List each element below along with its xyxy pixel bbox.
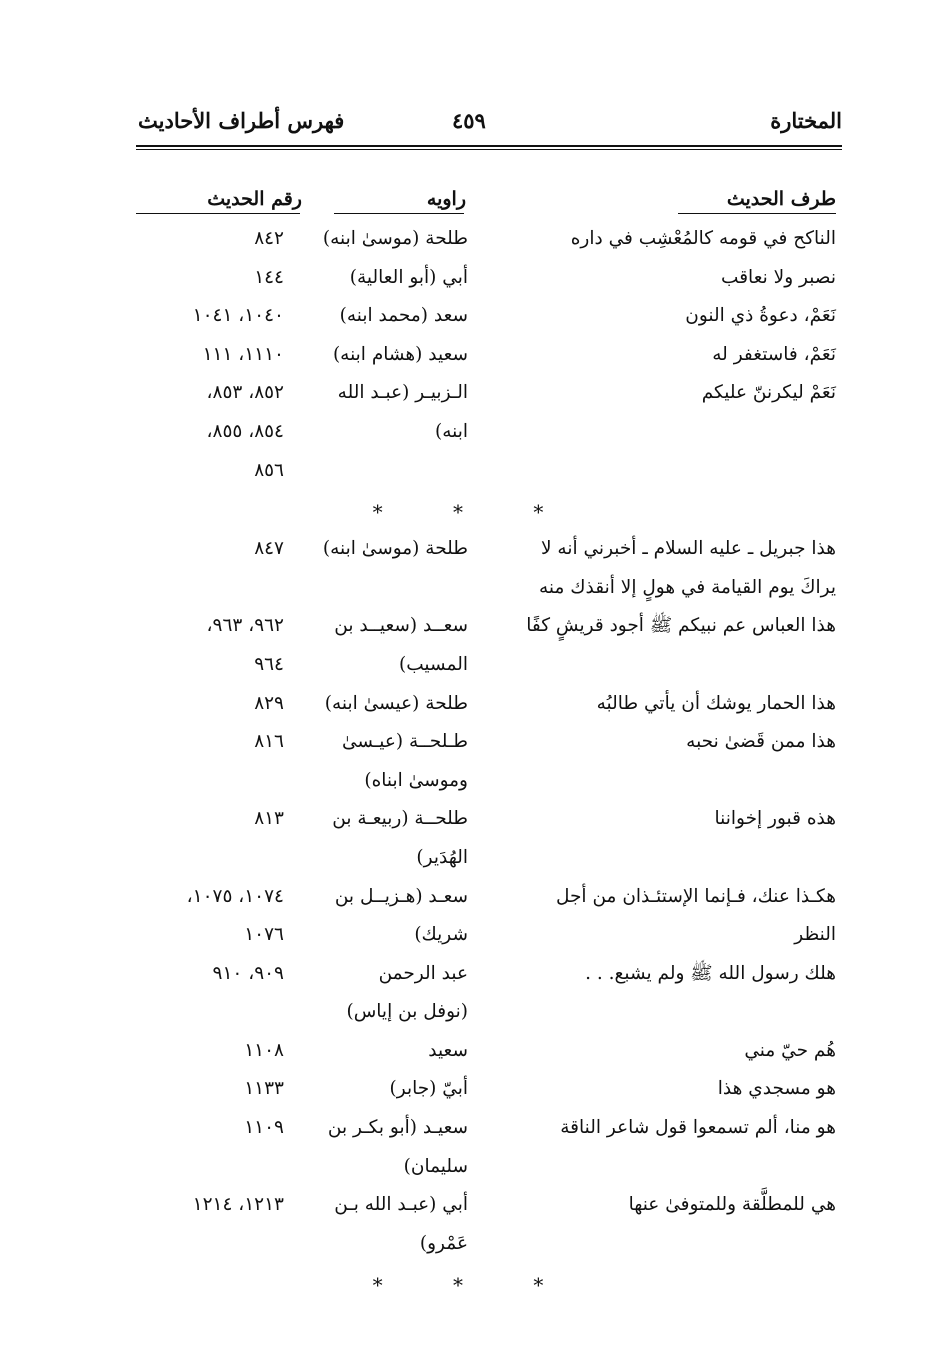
index-row [0, 959, 948, 998]
hadith-text: النظر [794, 924, 836, 946]
index-row [0, 882, 948, 921]
narrator-text: أبي (أبو العالية) [349, 266, 468, 288]
hadith-text: هذا ممن قَضىٰ نحبه [686, 731, 836, 753]
narrator-text: ابنه) [434, 420, 468, 442]
index-row [0, 263, 948, 302]
book-title: المختارة [770, 108, 842, 133]
hadith-text: هذه قبور إخواننا [714, 808, 836, 830]
hadith-numbers: ١٠٤٠، ١٠٤١ [192, 305, 284, 327]
header-rule-thin [136, 149, 842, 150]
hadith-numbers: ١٢١٣، ١٢١٤ [192, 1194, 284, 1216]
hadith-text: هو مسجدي هذا [717, 1078, 836, 1100]
column-underline-narrator [334, 213, 464, 214]
hadith-text: الناكح في قومه كالمُعْشِب في داره [570, 228, 836, 249]
narrator-text: سعيـد (أبو بكـر بن [327, 1117, 468, 1139]
index-rows [0, 224, 948, 1307]
index-row [0, 1229, 948, 1268]
hadith-numbers: ١٠٧٤، ١٠٧٥، [186, 885, 284, 907]
hadith-text: هو منا، ألم تسمعوا قول شاعر الناقة [560, 1117, 836, 1139]
hadith-numbers: ١٤٤ [254, 266, 284, 288]
index-row [0, 340, 948, 379]
index-row [0, 997, 948, 1036]
index-row [0, 727, 948, 766]
hadith-numbers: ٨٥٤، ٨٥٥، [206, 420, 284, 442]
index-row [0, 417, 948, 456]
index-row [0, 1036, 948, 1075]
index-row [0, 843, 948, 882]
hadith-numbers: ٨٢٩ [254, 692, 284, 714]
index-row [0, 301, 948, 340]
separator-stars: * * * [372, 1273, 576, 1298]
index-row [0, 766, 948, 805]
hadith-text: هي للمطلَّقة وللمتوفىٰ عنها [628, 1194, 836, 1216]
hadith-numbers: ٨١٣ [254, 808, 284, 830]
hadith-text: نَعَمْ ليكرننّ عليكم [701, 382, 836, 404]
hadith-numbers: ١٠٧٦ [244, 924, 284, 946]
hadith-text: هلك رسول الله ﷺ ولم يشبع. . . [585, 962, 836, 984]
index-row [0, 1190, 948, 1229]
narrator-text: عبد الرحمن [378, 962, 468, 984]
column-header-number: رقم الحديث [207, 188, 302, 210]
hadith-numbers: ٩٠٩، ٩١٠ [212, 962, 284, 984]
section-separator [0, 1267, 948, 1307]
column-underline-number [136, 213, 300, 214]
narrator-text: الـزبيـر (عبـد الله [337, 382, 468, 404]
hadith-text: هذا جبريل ـ عليه السلام ـ أخبرني أنه لا [540, 538, 836, 560]
index-row [0, 456, 948, 495]
hadith-text: هكـذا عنك، فـإنما الإستئـذان من أجل [555, 885, 836, 907]
hadith-text: نَعَمْ، فاستغفر له [712, 343, 836, 365]
hadith-numbers: ٨٤٢ [254, 228, 284, 249]
narrator-text: سعد (محمد ابنه) [339, 305, 468, 327]
column-header-hadith: طرف الحديث [726, 188, 836, 210]
index-row [0, 378, 948, 417]
index-row [0, 573, 948, 612]
index-row [0, 611, 948, 650]
index-row [0, 1113, 948, 1152]
narrator-text: سعــد (سعيــد بن [334, 615, 468, 637]
hadith-numbers: ٩٦٢، ٩٦٣، [206, 615, 284, 637]
hadith-numbers: ٨٤٧ [254, 538, 284, 560]
narrator-text: سعـد (هـزيــل بن [334, 885, 468, 907]
separator-stars: * * * [372, 500, 576, 525]
page-number: ٤٥٩ [452, 108, 486, 133]
narrator-text: طلحة (عيسىٰ ابنه) [324, 692, 468, 714]
column-underline-hadith [678, 213, 836, 214]
index-row [0, 804, 948, 843]
index-row [0, 224, 948, 263]
narrator-text: طلحة (موسىٰ ابنه) [322, 538, 468, 560]
hadith-numbers: ١١١٠، ١١١ [202, 343, 284, 365]
hadith-text: هُم حيّ مني [744, 1039, 836, 1061]
narrator-text: المسيب) [399, 653, 468, 675]
header-rule [136, 145, 842, 147]
index-title: فهرس أطراف الأحاديث [138, 108, 345, 133]
narrator-text: الهُدَير) [416, 846, 468, 868]
narrator-text: أبيّ (جابر) [389, 1078, 468, 1100]
narrator-text: (نوفل بن إياس) [346, 1001, 468, 1023]
narrator-text: سعيد [428, 1039, 468, 1061]
hadith-numbers: ١١٣٣ [244, 1078, 284, 1100]
narrator-text: طـلحــة (عيـسىٰ [341, 731, 468, 753]
narrator-text: طلحة (موسىٰ ابنه) [322, 228, 468, 249]
index-row [0, 650, 948, 689]
hadith-numbers: ٨٥٢، ٨٥٣، [206, 382, 284, 404]
narrator-text: سعيد (هشام ابنه) [332, 343, 468, 365]
section-separator [0, 494, 948, 534]
column-header-narrator: راويه [426, 188, 466, 210]
hadith-text: نصبر ولا نعاقب [721, 266, 836, 288]
hadith-text: هذا العباس عم نبيكم ﷺ أجود قريشٍ كفًا [526, 615, 836, 637]
narrator-text: عَمْرو) [419, 1232, 468, 1254]
hadith-numbers: ١١٠٩ [244, 1117, 284, 1139]
index-row [0, 689, 948, 728]
narrator-text: شريك) [414, 924, 468, 946]
index-row [0, 1152, 948, 1191]
index-row [0, 1074, 948, 1113]
narrator-text: سليمان) [403, 1155, 468, 1177]
narrator-text: طلحــة (ربيعـة بن [332, 808, 468, 830]
narrator-text: وموسىٰ ابناه) [364, 769, 468, 791]
hadith-text: هذا الحمار يوشك أن يأتي طالبُه [596, 692, 836, 714]
hadith-numbers: ١١٠٨ [244, 1039, 284, 1061]
hadith-text: نَعَمْ، دعوةُ ذي النون [685, 305, 836, 327]
index-row [0, 534, 948, 573]
narrator-text: أبي (عبـد الله بـن [334, 1194, 468, 1216]
hadith-numbers: ٨٥٦ [254, 459, 284, 481]
hadith-numbers: ٨١٦ [254, 731, 284, 753]
index-row [0, 920, 948, 959]
hadith-text: يراكَ يوم القيامة في هولٍ إلا أنقذك منه [539, 576, 836, 598]
hadith-numbers: ٩٦٤ [254, 653, 284, 675]
